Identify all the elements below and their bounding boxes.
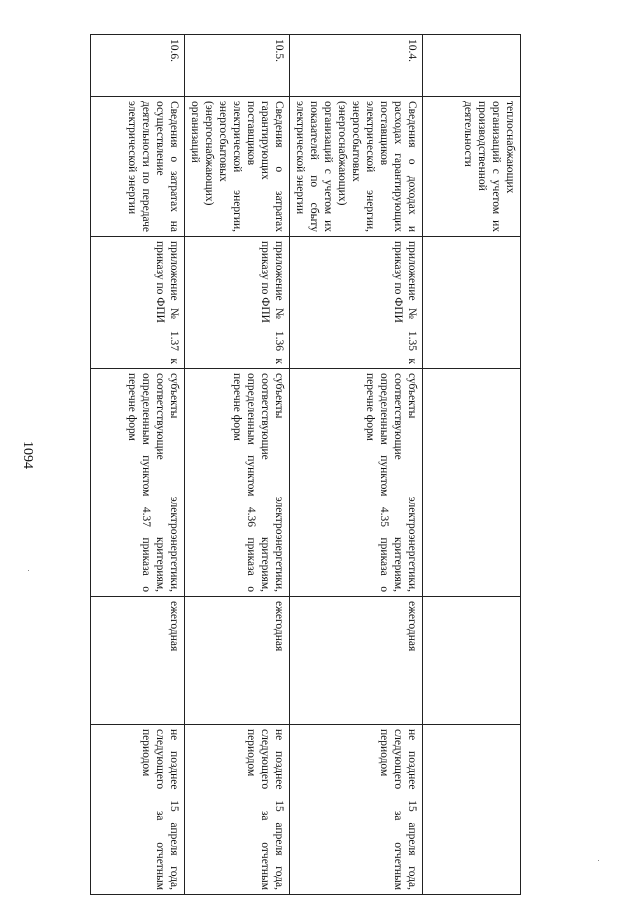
- page-number: 1094: [20, 441, 35, 469]
- reporting-frequency: ежегодная: [91, 597, 185, 725]
- rotated-table-wrapper: [126, 34, 521, 894]
- table-row: [185, 35, 290, 895]
- form-name: Сведения о доходах и расходах гарантирующих поставщиков электрической энергии, энергосбытовых (энергоснабжающих) организаций с учетом их показателей по сбыту электрической энергии: [290, 97, 423, 237]
- scan-speck: [28, 570, 29, 571]
- submission-deadline: не позднее 15 апреля года, следующего за отчетным периодом: [91, 725, 185, 895]
- submission-deadline: [423, 725, 521, 895]
- reporting-frequency: ежегодная: [290, 597, 423, 725]
- reporting-forms-table: [90, 34, 521, 895]
- row-number: 10.5.: [185, 35, 290, 97]
- row-number: 10.6.: [91, 35, 185, 97]
- appendix-reference: [423, 237, 521, 369]
- table-row: [91, 35, 185, 895]
- reporting-subjects: [423, 369, 521, 597]
- appendix-reference: приложение № 1.36 к приказу по ФПИ: [185, 237, 290, 369]
- row-number: [423, 35, 521, 97]
- appendix-reference: приложение № 1.37 к приказу по ФПИ: [91, 237, 185, 369]
- reporting-frequency: ежегодная: [185, 597, 290, 725]
- form-name: Сведения о затратах гарантирующих поставщиков электрической энергии, энергосбытовых (энергоснабжающих) организаций: [185, 97, 290, 237]
- appendix-reference: приложение № 1.35 к приказу по ФПИ: [290, 237, 423, 369]
- reporting-subjects: субъекты электроэнергетики, соответствующие критериям, определенным пунктом 4.37 приказа о перечне форм: [91, 369, 185, 597]
- table-row: [290, 35, 423, 895]
- table-row: [423, 35, 521, 895]
- reporting-subjects: субъекты электроэнергетики, соответствующие критериям, определенным пунктом 4.35 приказа о перечне форм: [290, 369, 423, 597]
- scan-speck: [598, 860, 599, 861]
- reporting-frequency: [423, 597, 521, 725]
- reporting-subjects: субъекты электроэнергетики, соответствующие критериям, определенным пунктом 4.36 приказа о перечне форм: [185, 369, 290, 597]
- row-number: 10.4.: [290, 35, 423, 97]
- form-name: Сведения о затратах на осуществление деятельности по передаче электрической энергии: [91, 97, 185, 237]
- submission-deadline: не позднее 15 апреля года, следующего за отчетным периодом: [290, 725, 423, 895]
- submission-deadline: не позднее 15 апреля года, следующего за отчетным периодом: [185, 725, 290, 895]
- form-name: теплоснабжающих организаций с учетом их производственной деятельности: [423, 97, 521, 237]
